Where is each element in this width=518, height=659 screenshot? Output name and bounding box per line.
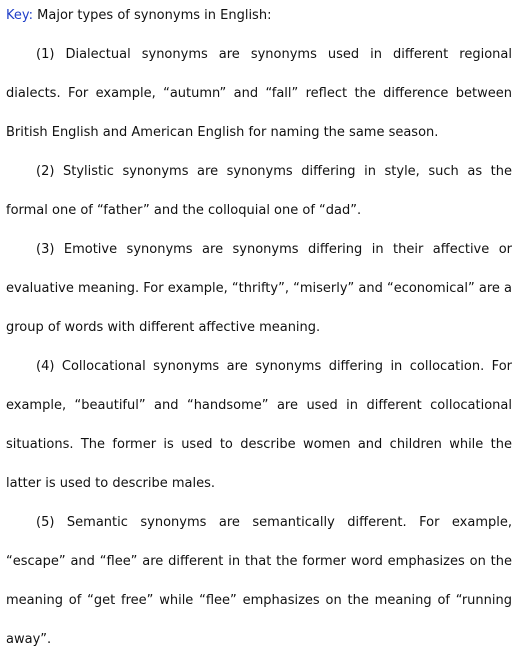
paragraph-semantic-synonyms: (5) Semantic synonyms are semantically different. For example, “escape” and “flee” are different in that the former word emphasizes on the meaning of “get free” while “flee” emphasizes on the meaning of “running away”.: [6, 515, 512, 647]
paragraph-stylistic-synonyms: (2) Stylistic synonyms are synonyms differing in style, such as the formal one of “father” and the colloquial one of “dad”.: [6, 164, 512, 218]
key-heading-text: Major types of synonyms in English:: [33, 8, 272, 23]
key-heading: [6, 6, 512, 26]
paragraph-dialectual-synonyms: (1) Dialectual synonyms are synonyms used in different regional dialects. For example, “autumn” and “fall” reflect the difference between British English and American English for naming the same season.: [6, 47, 512, 140]
paragraph-collocational-synonyms: (4) Collocational synonyms are synonyms differing in collocation. For example, “beautiful” and “handsome” are used in different collocational situations. The former is used to describe women and children while the latter is used to describe males.: [6, 359, 512, 491]
paragraph-emotive-synonyms: (3) Emotive synonyms are synonyms differing in their affective or evaluative meaning. For example, “thrifty”, “miserly” and “economical” are a group of words with different affective meaning.: [6, 242, 512, 335]
key-label: Key:: [6, 8, 34, 23]
